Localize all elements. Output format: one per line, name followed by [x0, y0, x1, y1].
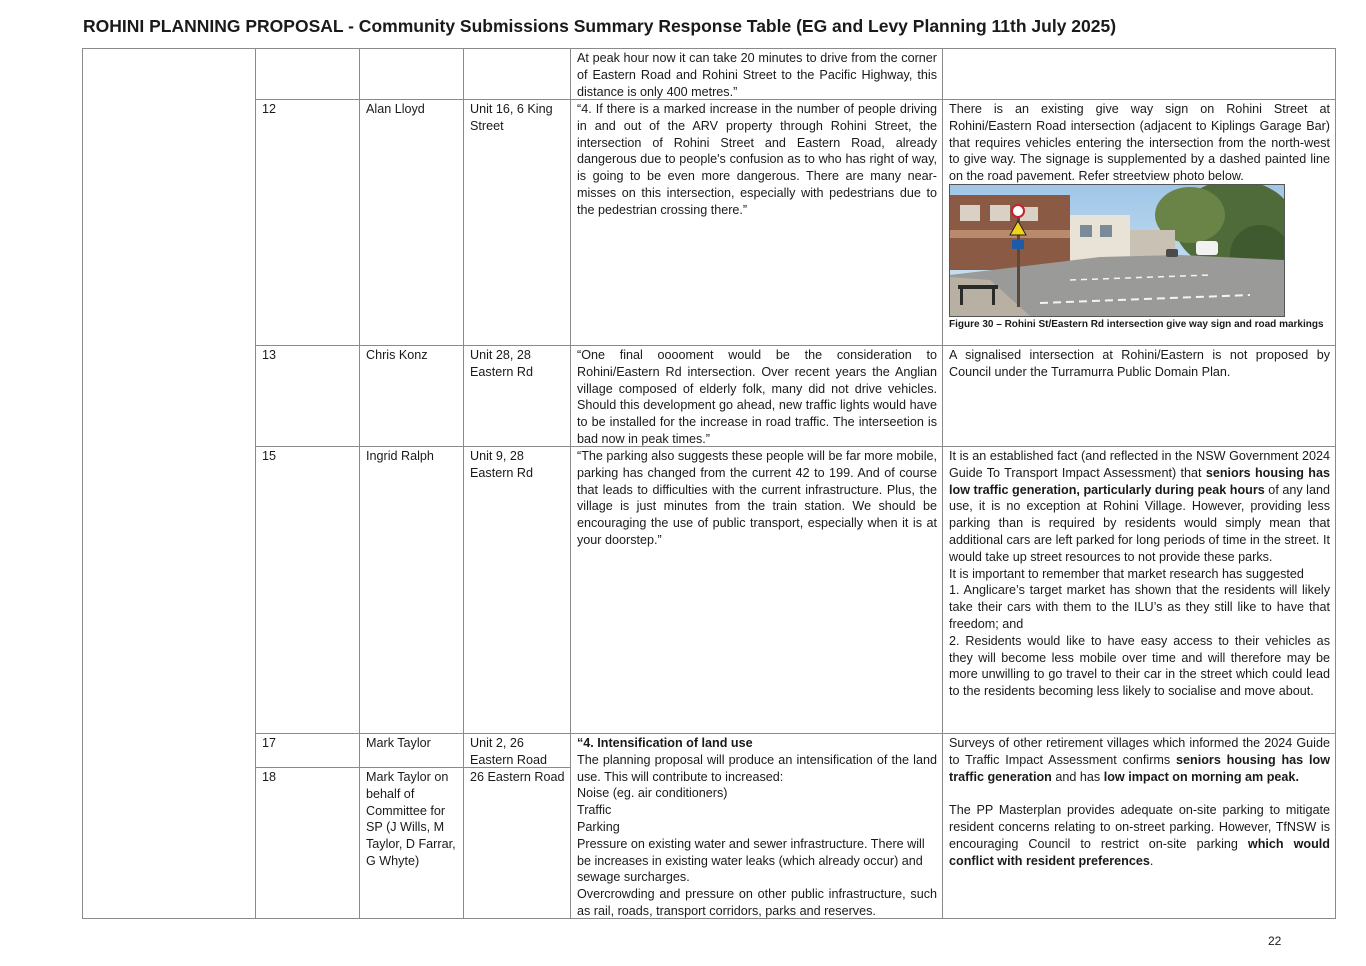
response-text: A signalised intersection at Rohini/Eastern is not proposed by Council under the Turramurra Public Domain Plan.: [949, 348, 1330, 379]
submission-id: 17: [262, 736, 277, 750]
submitter-address: Unit 16, 6 King Street: [470, 102, 553, 133]
table-border-right: [1335, 48, 1336, 919]
submission-text: “The parking also suggests these people will be far more mobile, parking has changed from the current 42 to 199. And of course that leads to difficulties with the current infrastructure. Plus, the village is just minutes from the train station. We should be encouraging the use of public transport, especially when it is at your doorstep.”: [577, 449, 937, 547]
row-divider: [255, 345, 1336, 346]
submission-item: Pressure on existing water and sewer infrastructure. There will be increases in existing water leaks (which already occur) and sewage surcharges.: [577, 836, 925, 885]
response-emphasis: seniors housing has low traffic generation: [949, 752, 1330, 784]
submission-text: “One final ooooment would be the consideration to Rohini/Eastern Rd intersection. Over recent years the Anglian village composed of elderly folk, many did not drive vehicles. Should this development go ahead, new traffic lights would have to be installed for the increase in road traffic. The interseetion is bad now in peak times.”: [577, 348, 937, 446]
response-segment: .: [1149, 853, 1154, 868]
submitter-name: Mark Taylor: [366, 736, 431, 750]
response-paragraph: [949, 448, 1330, 566]
table-border-top: [82, 48, 1336, 49]
submitter-address: Unit 2, 26 Eastern Road: [470, 736, 548, 767]
submitter-name: Alan Lloyd: [366, 102, 425, 116]
submission-text: [577, 735, 937, 920]
submission-item: Overcrowding and pressure on other public infrastructure, such as rail, roads, transport corridors, parks and reserves.: [577, 887, 937, 918]
response-paragraph: [949, 735, 1330, 785]
submitter-name: Chris Konz: [366, 348, 428, 362]
submission-heading: “4. Intensification of land use: [577, 736, 753, 750]
submission-paragraph: The planning proposal will produce an intensification of the land use. This will contribute to increased:: [577, 752, 937, 784]
paragraph-spacer: [949, 785, 1330, 802]
figure-caption: Figure 30 – Rohini St/Eastern Rd intersection give way sign and road markings: [949, 319, 1324, 330]
submission-text: “4. If there is a marked increase in the number of people driving in and out of the ARV property through Rohini Street, the intersection of Rohini Street and Eastern Road, already dangerous due to people's confusion as to who has right of way, is going to be even more dangerous. There are many near-misses on this intersection, especially with pedestrians due to the pedestrian crossing there.”: [577, 102, 937, 217]
response-segment: of any land use, it is no exception at Rohini Village. However, providing less parking than is required by residents would simply mean that additional cars are left parked for long periods of time in the street. It would take up street resources to not provide these parks.: [949, 482, 1330, 564]
column-divider: [942, 48, 943, 919]
response-emphasis: which would conflict with resident preferences: [949, 836, 1330, 868]
submission-item: Noise (eg. air conditioners): [577, 786, 728, 801]
page-number: 22: [1268, 934, 1282, 948]
submission-id: 18: [262, 770, 277, 784]
page-title: ROHINI PLANNING PROPOSAL - Community Submissions Summary Response Table (EG and Levy Planning 11th July 2025): [83, 16, 1117, 36]
response-emphasis: seniors housing has low traffic generation, particularly during peak hours: [949, 465, 1330, 497]
submitter-name: Mark Taylor on behalf of Committee for SP (J Wills, M Taylor, D Farrar, G Whyte): [366, 770, 456, 868]
response-segment: The PP Masterplan provides adequate on-site parking to mitigate resident concerns relating to on-street parking. However, TfNSW is encouraging Council to restrict on-site parking: [949, 803, 1330, 851]
response-emphasis: low impact on morning am peak.: [1103, 769, 1299, 784]
row-divider: [255, 733, 1336, 734]
submission-id: 13: [262, 348, 277, 362]
submission-text: At peak hour now it can take 20 minutes to drive from the corner of Eastern Road and Rohini Street to the Pacific Highway, this distance is only 400 metres.”: [577, 51, 937, 99]
response-list-item: 1. Anglicare’s target market has shown that the residents will likely take their cars with them to the ILU’s as they still like to have that freedom; and: [949, 583, 1330, 631]
response-text: There is an existing give way sign on Rohini Street at Rohini/Eastern Road intersection (adjacent to Kiplings Garage Bar) that requires vehicles entering the intersection from the north-west to give way. The signage is supplemented by a dashed painted line on the road pavement. Refer streetview photo below.: [949, 102, 1330, 184]
submission-item: Traffic: [577, 803, 612, 818]
submitter-address: 26 Eastern Road: [470, 770, 565, 784]
submission-id: 12: [262, 102, 277, 116]
response-paragraph: It is important to remember that market research has suggested: [949, 566, 1304, 581]
submitter-name: Ingrid Ralph: [366, 449, 434, 463]
submitter-address: Unit 28, 28 Eastern Rd: [470, 348, 533, 379]
column-divider: [570, 48, 571, 919]
column-divider: [463, 48, 464, 919]
intersection-streetview-image: [950, 185, 1284, 316]
submitter-address: Unit 9, 28 Eastern Rd: [470, 449, 533, 480]
response-segment: and has: [1051, 769, 1104, 784]
response-segment: Surveys of other retirement villages which informed the 2024 Guide to Traffic Impact Assessment confirms: [949, 736, 1330, 767]
column-divider: [255, 48, 256, 919]
streetview-photo: [949, 184, 1285, 317]
submission-item: Parking: [577, 819, 620, 834]
table-border-left: [82, 48, 83, 919]
submission-id: 15: [262, 449, 277, 463]
response-text: [949, 448, 1330, 700]
column-divider: [359, 48, 360, 919]
response-list-item: 2. Residents would like to have easy access to their vehicles as they will become less mobile over time and will therefore may be more unwilling to go travel to their car in the street which could lead to the residents becoming less likely to socialise and move about.: [949, 633, 1330, 699]
response-paragraph: [949, 802, 1330, 869]
response-text: [949, 735, 1330, 869]
response-segment: It is an established fact (and reflected in the NSW Government 2024 Guide To Transport Impact Assessment) that: [949, 449, 1330, 480]
